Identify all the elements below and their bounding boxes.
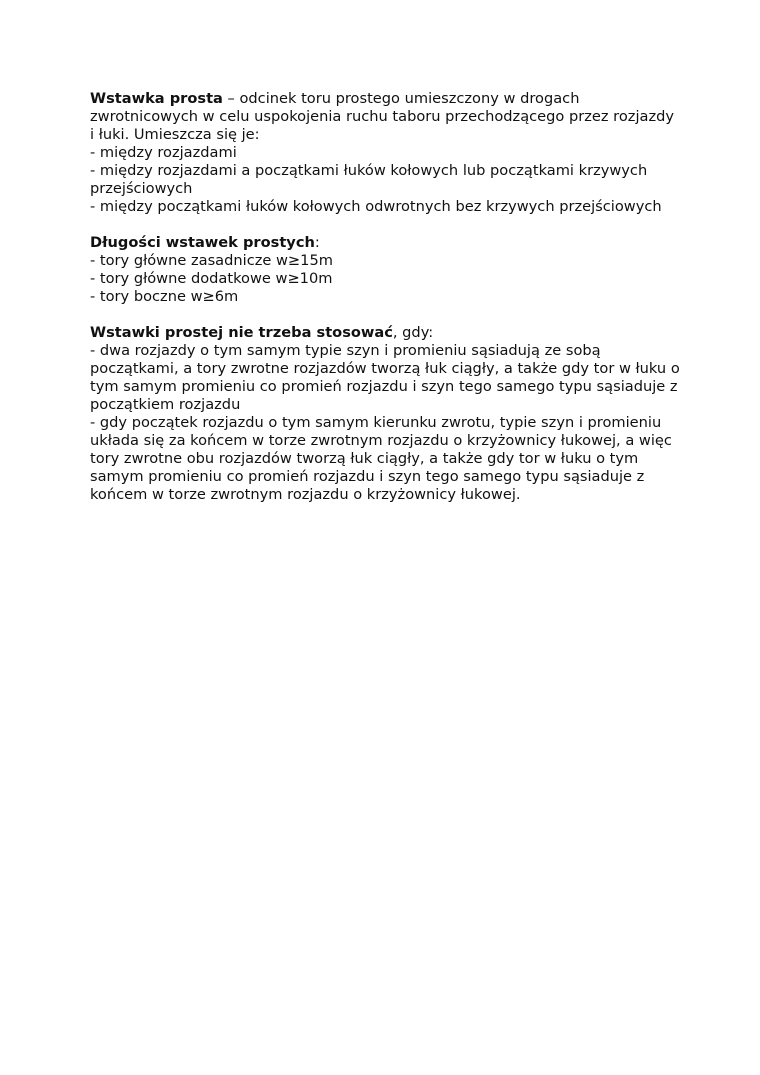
- list-item: - tory główne zasadnicze w≥15m: [90, 252, 333, 269]
- lengths-heading: Długości wstawek prostych: [90, 234, 315, 251]
- definition-text: – odcinek toru prostego umieszczony w drogach zwrotnicowych w celu uspokojenia ruchu taboru przechodzącego przez rozjazdy i łuki. Umieszcza się je:: [90, 90, 674, 143]
- exceptions-heading: Wstawki prostej nie trzeba stosować: [90, 324, 393, 341]
- list-item: - między rozjazdami: [90, 144, 237, 161]
- definition-heading: Wstawka prosta: [90, 90, 223, 107]
- exceptions-heading-suffix: , gdy:: [392, 324, 434, 341]
- lengths-heading-suffix: :: [314, 234, 320, 251]
- section-lengths: [90, 234, 680, 306]
- lengths-heading-line: [90, 234, 680, 252]
- section-definition: [90, 90, 680, 216]
- paragraph-gap: [90, 216, 680, 234]
- paragraph-gap: [90, 306, 680, 324]
- list-item: - tory główne dodatkowe w≥10m: [90, 270, 333, 287]
- list-item: - między początkami łuków kołowych odwrotnych bez krzywych przejściowych: [90, 198, 662, 215]
- document-page: [90, 90, 680, 504]
- list-item: - dwa rozjazdy o tym samym typie szyn i promieniu sąsiadują ze sobą początkami, a tory zwrotne rozjazdów tworzą łuk ciągły, a także gdy tor w łuku o tym samym promieniu co promień rozjazdu i szyn tego samego typu sąsiaduje z początkiem rozjazdu: [90, 342, 680, 413]
- list-item: - gdy początek rozjazdu o tym samym kierunku zwrotu, typie szyn i promieniu układa się za końcem w torze zwrotnym rozjazdu o krzyżownicy łukowej, a więc tory zwrotne obu rozjazdów tworzą łuk ciągły, a także gdy tor w łuku o tym samym promieniu co promień rozjazdu i szyn tego samego typu sąsiaduje z końcem w torze zwrotnym rozjazdu o krzyżownicy łukowej.: [90, 414, 672, 503]
- list-item: - tory boczne w≥6m: [90, 288, 239, 305]
- exceptions-heading-line: [90, 324, 680, 342]
- list-item: - między rozjazdami a początkami łuków kołowych lub początkami krzywych przejściowych: [90, 162, 648, 197]
- definition-paragraph: [90, 90, 680, 144]
- section-exceptions: [90, 324, 680, 504]
